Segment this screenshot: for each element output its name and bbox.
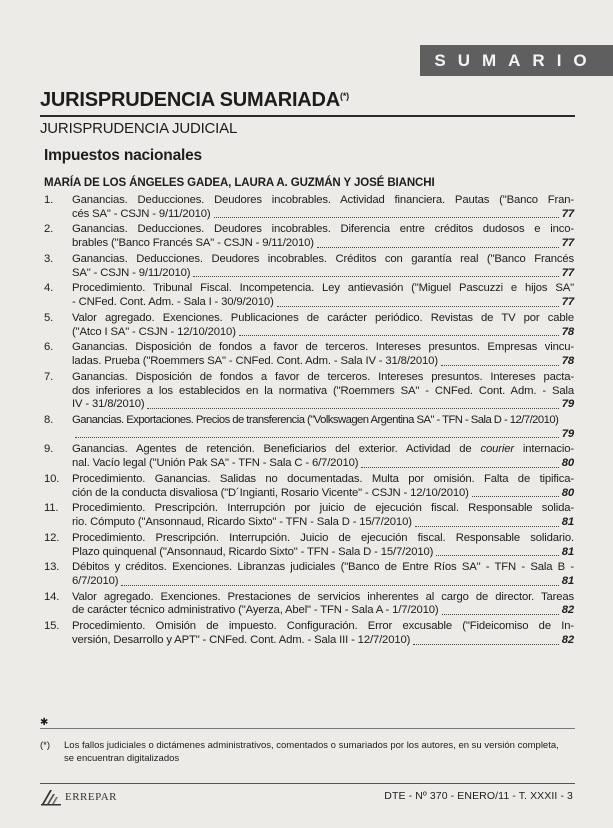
list-item-line: Ganancias. Disposición de fondos a favor de terceros. Intereses presuntos. Empresas vincu- <box>72 341 574 354</box>
list-item <box>44 473 574 500</box>
list-item-citation: IV - 31/8/2010) <box>72 398 145 411</box>
footnote-divider <box>40 728 575 729</box>
list-item-body <box>72 282 574 309</box>
section-banner <box>420 45 613 76</box>
dot-leader <box>277 298 559 307</box>
footer-divider <box>40 783 575 784</box>
list-item-number: 11. <box>44 502 59 515</box>
dot-leader <box>361 459 558 468</box>
list-item-body <box>72 561 574 588</box>
dot-leader <box>413 636 559 645</box>
page-title <box>40 89 349 112</box>
list-item-number: 10. <box>44 472 60 485</box>
page-number: 79 <box>561 398 574 411</box>
list-item <box>44 312 574 339</box>
footnote <box>40 739 570 765</box>
list-item-body <box>72 473 574 500</box>
page-number: 80 <box>561 486 574 499</box>
list-item-number: 9. <box>44 443 54 456</box>
dot-leader <box>121 577 558 586</box>
list-item-line: Procedimiento. Ganancias. Salidas no documentadas. Multa por omisión. Falta de tipifica- <box>72 472 574 485</box>
section-heading: Impuestos nacionales <box>44 147 202 164</box>
list-item-line: Valor agregado. Exenciones. Publicaciones de carácter periódico. Revistas de TV por cable <box>72 311 574 324</box>
list-item-citation: ción de la conducta disvaliosa ("D´Ingianti, Rosario Vicente" - CSJN - 12/10/2010) <box>72 486 469 499</box>
page-number: 77 <box>561 207 574 220</box>
list-item <box>44 371 574 412</box>
page-number: 77 <box>561 237 574 250</box>
list-item-number: 12. <box>44 531 60 544</box>
page-title-text: JURISPRUDENCIA SUMARIADA <box>40 89 341 111</box>
list-item-line: Débitos y créditos. Exenciones. Libranzas judiciales ("Banco de Entre Ríos SA" - TFN - Sala B - <box>72 561 574 574</box>
list-item-line: Ganancias. Agentes de retención. Beneficiarios del exterior. Actividad de courier internacio- <box>72 443 574 456</box>
list-item-number: 14. <box>44 590 60 603</box>
list-item-number: 8. <box>44 413 54 426</box>
list-item-body <box>72 414 574 441</box>
list-item <box>44 194 574 221</box>
footnote-reference: (*) <box>340 91 349 101</box>
list-item <box>44 502 574 529</box>
footnote-text: Los fallos judiciales o dictámenes administrativos, comentados o sumariados por los autores, en su versión completa, se encuentran digitalizados <box>64 740 559 764</box>
list-item-number: 2. <box>44 223 54 236</box>
list-item-line: Ganancias. Exportaciones. Precios de transferencia ("Volkswagen Argentina SA" - TFN - Sala D - 12/7/2010) <box>72 413 559 426</box>
list-item-line: dos inferiores a los establecidos en la normativa ("Roemmers SA" - CNFed. Cont. Adm. - Sala <box>72 384 574 397</box>
page-number: 80 <box>561 457 574 470</box>
publisher-logo <box>40 788 117 806</box>
dot-leader <box>147 400 558 409</box>
title-divider <box>40 115 575 117</box>
dot-leader <box>436 547 559 556</box>
list-item-number: 6. <box>44 341 54 354</box>
list-item-citation: versión, Desarrollo y APT" - CNFed. Cont. Adm. - Sala III - 12/7/2010) <box>72 633 411 646</box>
list-item-line: Ganancias. Deducciones. Deudores incobrables. Créditos con garantía real ("Banco Francés <box>72 252 574 265</box>
list-item <box>44 414 574 441</box>
list-item-citation: rio. Cómputo ("Ansonnaud, Ricardo Sixto" - TFN - Sala D - 15/7/2010) <box>72 516 412 529</box>
list-item-body <box>72 502 574 529</box>
dot-leader <box>214 209 559 218</box>
footnote-separator-mark: ✱ <box>40 717 49 728</box>
list-item <box>44 341 574 368</box>
dot-leader <box>239 327 559 336</box>
summary-list <box>44 194 574 650</box>
page-folio: DTE - Nº 370 - ENERO/11 - T. XXXII - 3 <box>384 790 573 802</box>
dot-leader <box>415 518 559 527</box>
list-item-citation: SA" - CSJN - 9/11/2010) <box>72 266 191 279</box>
list-item-line: Ganancias. Deducciones. Deudores incobrables. Diferencia entre créditos dudosos e inco- <box>72 223 574 236</box>
page-number: 77 <box>561 266 574 279</box>
page-number: 77 <box>561 296 574 309</box>
list-item-number: 13. <box>44 561 60 574</box>
authors-line: MARÍA DE LOS ÁNGELES GADEA, LAURA A. GUZMÁN Y JOSÉ BIANCHI <box>44 177 435 189</box>
list-item-citation: - CNFed. Cont. Adm. - Sala I - 30/9/2010) <box>72 296 274 309</box>
list-item <box>44 253 574 280</box>
list-item-line: Procedimiento. Prescripción. Interrupción. Juicio de ejecución fiscal. Responsable solidario. <box>72 531 574 544</box>
publisher-name: ERREPAR <box>65 791 118 803</box>
list-item-citation: brables ("Banco Francés SA" - CSJN - 9/11/2010) <box>72 237 314 250</box>
list-item-body <box>72 443 574 470</box>
dot-leader <box>317 239 559 248</box>
dot-leader <box>193 268 558 277</box>
list-item <box>44 561 574 588</box>
list-item-citation: de carácter técnico administrativo ("Ayerza, Abel" - TFN - Sala A - 1/7/2010) <box>72 604 439 617</box>
list-item <box>44 532 574 559</box>
list-item <box>44 620 574 647</box>
list-item-citation: nal. Vacío legal ("Unión Pak SA" - TFN - Sala C - 6/7/2010) <box>72 457 359 470</box>
list-item-body <box>72 341 574 368</box>
list-item-body <box>72 194 574 221</box>
page-number: 81 <box>561 516 574 529</box>
list-item-citation: ("Atco I SA" - CSJN - 12/10/2010) <box>72 325 236 338</box>
list-item-body <box>72 253 574 280</box>
page-number: 79 <box>561 427 574 440</box>
dot-leader <box>75 429 559 438</box>
list-item-number: 4. <box>44 282 54 295</box>
publisher-logo-icon <box>40 788 62 806</box>
list-item-number: 5. <box>44 311 54 324</box>
list-item-citation: cés SA" - CSJN - 9/11/2010) <box>72 207 211 220</box>
list-item <box>44 282 574 309</box>
list-item-citation: ladas. Prueba ("Roemmers SA" - CNFed. Cont. Adm. - Sala IV - 31/8/2010) <box>72 355 438 368</box>
footnote-marker: (*) <box>40 740 51 751</box>
list-item-body <box>72 371 574 412</box>
list-item-body <box>72 532 574 559</box>
section-label: SUMARIO <box>434 51 599 70</box>
list-item-line: Procedimiento. Prescripción. Interrupción por juicio de ejecución fiscal. Responsable solida- <box>72 502 574 515</box>
list-item-body <box>72 591 574 618</box>
list-item-citation: 6/7/2010) <box>72 575 119 587</box>
list-item-line: Procedimiento. Omisión de impuesto. Configuración. Error excusable ("Fideicomiso de In- <box>72 620 574 633</box>
list-item-line: Ganancias. Disposición de fondos a favor de terceros. Intereses presuntos. Intereses pacta- <box>72 370 574 383</box>
list-item-body <box>72 620 574 647</box>
list-item-body <box>72 312 574 339</box>
page-number: 78 <box>561 355 574 368</box>
page-number: 81 <box>561 545 574 558</box>
page-number: 81 <box>561 575 574 587</box>
list-item-number: 3. <box>44 252 54 265</box>
list-item <box>44 223 574 250</box>
list-item-number: 1. <box>44 194 54 206</box>
dot-leader <box>442 606 559 615</box>
list-item-line: Procedimiento. Tribunal Fiscal. Incompetencia. Ley antievasión ("Miguel Pascuzzi e hijos SA" <box>72 282 574 295</box>
list-item-citation: Plazo quinquenal ("Ansonnaud, Ricardo Sixto" - TFN - Sala D - 15/7/2010) <box>72 545 434 558</box>
list-item <box>44 591 574 618</box>
list-item-number: 7. <box>44 370 54 383</box>
list-item-number: 15. <box>44 620 60 633</box>
page-number: 78 <box>561 325 574 338</box>
page-number: 82 <box>561 604 574 617</box>
dot-leader <box>472 488 559 497</box>
list-item-body <box>72 223 574 250</box>
list-item-line: Valor agregado. Exenciones. Prestaciones de servicios inherentes al cargo de director. Tareas <box>72 590 574 603</box>
list-item-line: Ganancias. Deducciones. Deudores incobrables. Actividad financiera. Pautas ("Banco Fran- <box>72 194 574 206</box>
subtitle: JURISPRUDENCIA JUDICIAL <box>40 120 238 137</box>
dot-leader <box>441 357 559 366</box>
page-number: 82 <box>561 633 574 646</box>
list-item <box>44 443 574 470</box>
